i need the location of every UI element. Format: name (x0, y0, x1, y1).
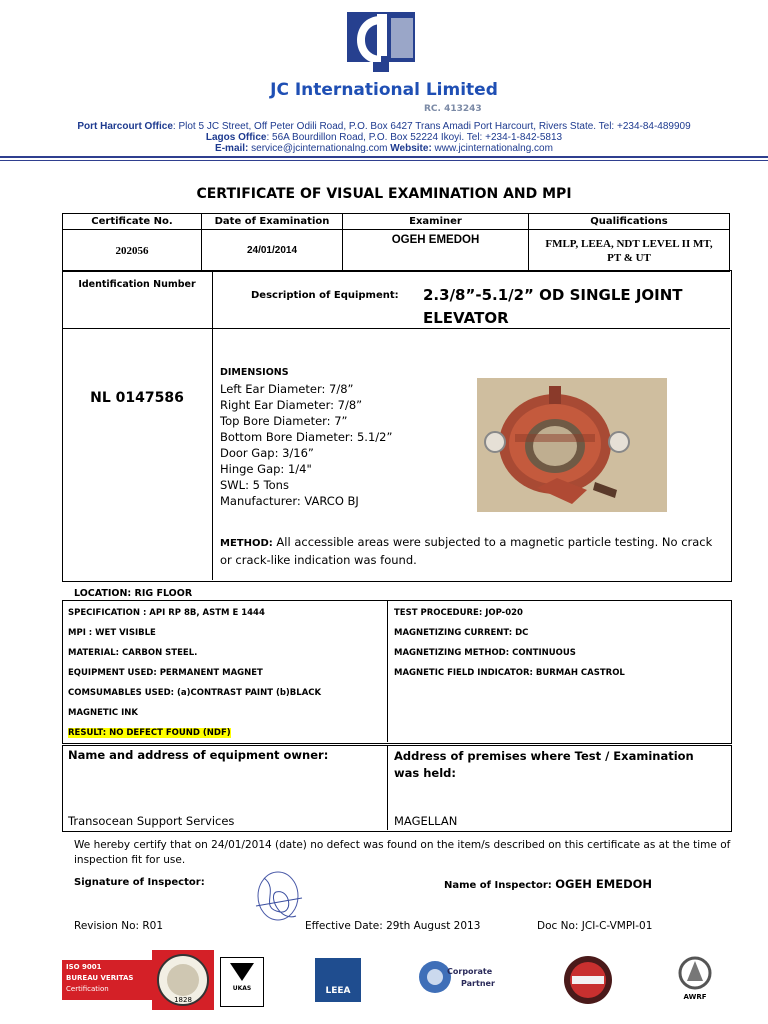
location: LOCATION: RIG FLOOR (74, 588, 193, 599)
qualifications-value: FMLP, LEEA, NDT LEVEL II MT, PT & UT (529, 230, 730, 272)
website-link[interactable]: www.jcinternationalng.com (431, 143, 553, 154)
certification-statement: We hereby certify that on 24/01/2014 (date) no defect was found on the item/s described on this certificate as at the time of inspection fit for use. (74, 839, 731, 866)
iso-9001-logo: ISO 9001 BUREAU VERITAS Certification (62, 960, 152, 1000)
bureau-veritas-seal (150, 950, 216, 1010)
contact-line: E-mail: service@jcinternationalng.com Website: www.jcinternationalng.com (215, 143, 553, 154)
dimensions-list (220, 381, 470, 509)
dimension-item: Door Gap: 3/16” (220, 446, 314, 460)
email-link[interactable]: service@jcinternationalng.com (248, 143, 391, 154)
leea-logo: LEEA (315, 958, 361, 1002)
identification-label: Identification Number (78, 279, 196, 290)
description-value: 2.3/8”-5.1/2” OD SINGLE JOINT ELEVATOR (423, 286, 683, 327)
dimension-item: Top Bore Diameter: 7” (220, 414, 348, 428)
spec-item: SPECIFICATION : API RP 8B, ASTM E 1444 (68, 608, 265, 618)
ukas-logo: UKAS (220, 957, 264, 1007)
spec-item: MAGNETIZING METHOD: CONTINUOUS (394, 648, 576, 658)
equipment-photo (477, 378, 667, 512)
spec-right-column (394, 603, 625, 683)
owner-value: Transocean Support Services (68, 814, 235, 828)
spec-item: MAGNETIZING CURRENT: DC (394, 628, 529, 638)
owner-divider (387, 745, 388, 830)
header-divider-thin (0, 160, 768, 161)
header-examiner: Examiner (343, 214, 529, 230)
spec-item: MATERIAL: CARBON STEEL. (68, 648, 198, 658)
spec-item: COMSUMABLES USED: (a)CONTRAST PAINT (b)BLACK (68, 688, 322, 698)
revision-number: Revision No: R01 (74, 920, 164, 932)
premises-label: Address of premises where Test / Examination was held: (394, 749, 694, 780)
examination-date: 24/01/2014 (202, 230, 343, 272)
spec-item: MPI : WET VISIBLE (68, 628, 156, 638)
awrf-logo: AWRF (668, 955, 722, 1007)
effective-date: Effective Date: 29th August 2013 (305, 920, 481, 932)
header-date: Date of Examination (202, 214, 343, 230)
certificate-info-table (62, 213, 730, 272)
header-divider (0, 156, 768, 158)
inspector-name-field: Name of Inspector: OGEH EMEDOH (444, 877, 653, 891)
spec-item: MAGNETIC INK (68, 708, 138, 718)
registration-number: RC. 413243 (424, 104, 482, 114)
dimension-item: Hinge Gap: 1/4" (220, 462, 312, 476)
identification-number: NL 0147586 (90, 390, 184, 406)
port-harcourt-address: Port Harcourt Office: Plot 5 JC Street, Off Peter Odili Road, P.O. Box 6427 Trans Amadi Port Harcourt, Rivers State. Tel: +234-84-489909 (77, 121, 691, 132)
spec-item: TEST PROCEDURE: JOP-020 (394, 608, 523, 618)
dimension-item: Right Ear Diameter: 7/8” (220, 398, 363, 412)
company-logo (347, 12, 415, 74)
header-qualifications: Qualifications (529, 214, 730, 230)
spec-item: MAGNETIC FIELD INDICATOR: BURMAH CASTROL (394, 668, 625, 678)
dimension-item: Manufacturer: VARCO BJ (220, 494, 359, 508)
dimension-item: SWL: 5 Tons (220, 478, 289, 492)
signature-label: Signature of Inspector: (74, 877, 205, 888)
spec-item: EQUIPMENT USED: PERMANENT MAGNET (68, 668, 263, 678)
equipment-divider-v (212, 270, 213, 580)
document-number: Doc No: JCI-C-VMPI-01 (537, 920, 653, 932)
inspector-signature (250, 868, 310, 926)
examiner-name: OGEH EMEDOH (343, 230, 529, 272)
result-highlight: RESULT: NO DEFECT FOUND (NDF) (68, 728, 231, 738)
spec-divider (387, 600, 388, 742)
dimension-item: Left Ear Diameter: 7/8” (220, 382, 354, 396)
company-name: JC International Limited (270, 80, 498, 100)
corporate-partner-logo: Corporate Partner (417, 955, 507, 1005)
svg-text:1828: 1828 (174, 996, 192, 1004)
iade-logo (560, 950, 616, 1010)
certificate-number: 202056 (63, 230, 202, 272)
dimensions-heading: DIMENSIONS (220, 367, 289, 378)
header-certificate-no: Certificate No. (63, 214, 202, 230)
owner-label: Name and address of equipment owner: (68, 748, 329, 762)
premises-value: MAGELLAN (394, 814, 458, 828)
method-text: METHOD: All accessible areas were subjected to a magnetic particle testing. No crack or crack-like indication was found. (220, 535, 713, 567)
spec-left-column (68, 603, 321, 743)
lagos-address: Lagos Office: 56A Bourdillon Road, P.O. Box 52224 Ikoyi. Tel: +234-1-842-5813 (205, 132, 563, 143)
dimension-item: Bottom Bore Diameter: 5.1/2” (220, 430, 393, 444)
certificate-title: CERTIFICATE OF VISUAL EXAMINATION AND MPI (196, 186, 572, 202)
description-label: Description of Equipment: (251, 290, 399, 301)
